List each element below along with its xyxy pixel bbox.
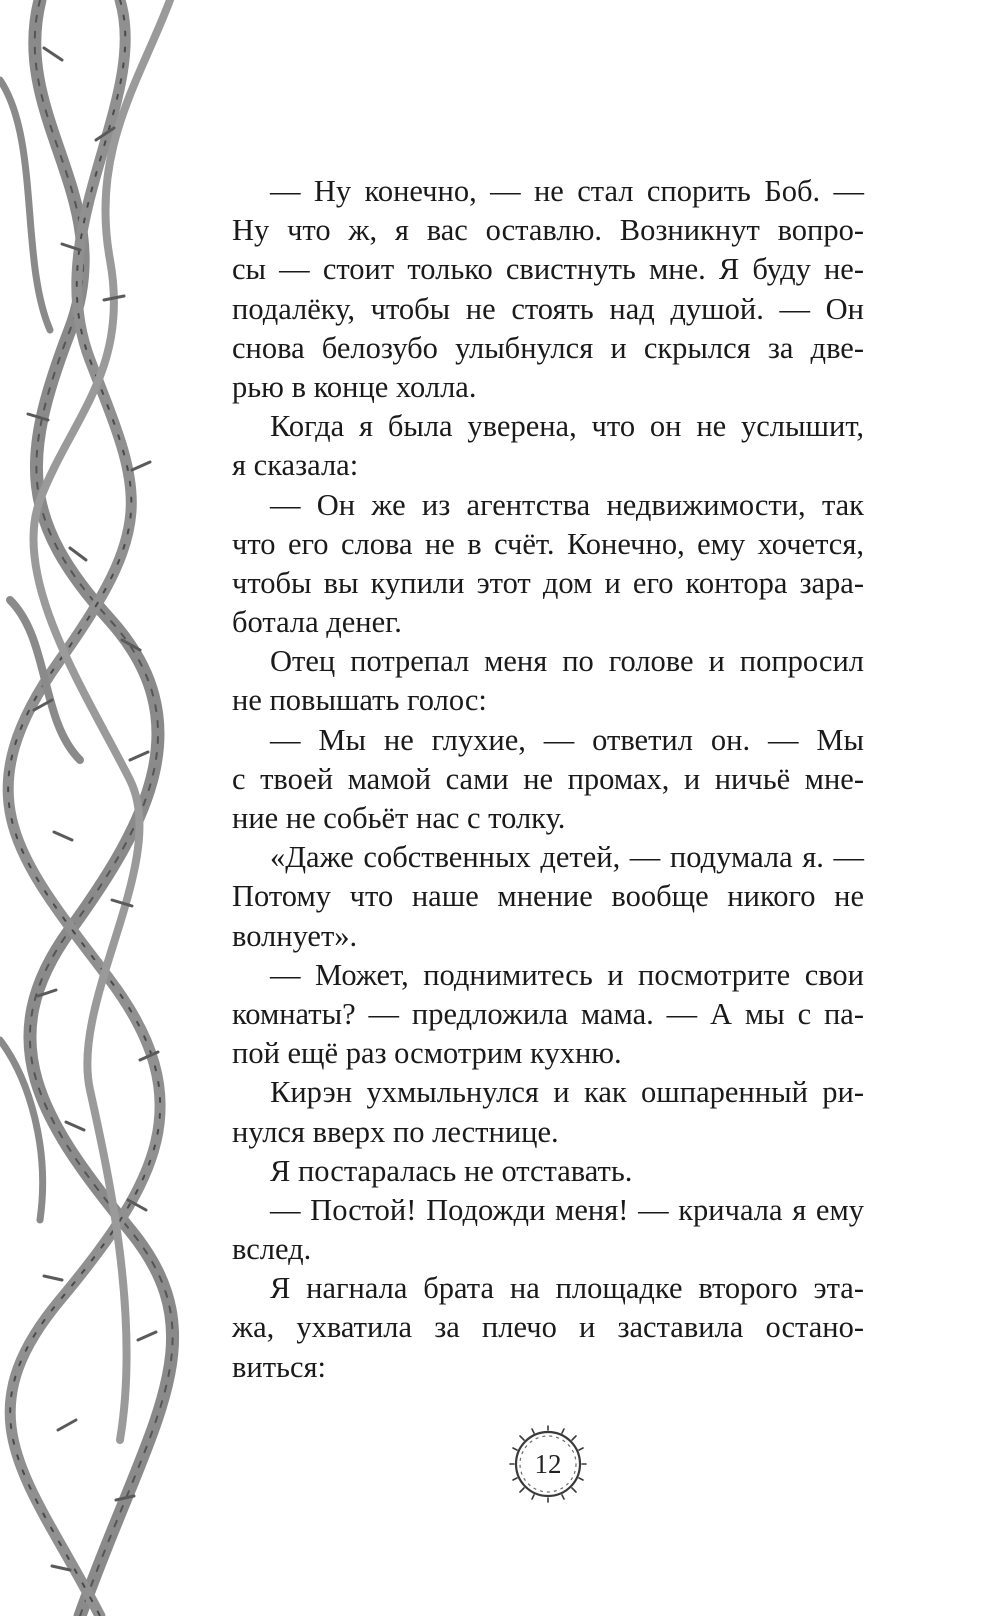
thorny-vine-decoration-icon (0, 0, 200, 1616)
text-line: чтобы вы купили этот дом и его контора зара- (232, 565, 864, 600)
text-line: подалёку, чтобы не стоять над душой. — Он (232, 291, 864, 326)
text-line: рью в конце холла. (232, 369, 477, 404)
book-page-text (232, 172, 864, 1387)
text-line: Потому что наше мнение вообще никого не (232, 879, 864, 914)
text-line: комнаты? — предложила мама. — А мы с па- (232, 996, 864, 1031)
text-line: — Может, поднимитесь и посмотрите свои (270, 957, 864, 992)
text-line: Я нагнала брата на площадке второго эта- (270, 1271, 864, 1306)
text-line: вслед. (232, 1232, 312, 1267)
text-line: ние не собьёт нас с толку. (232, 801, 566, 835)
page-number-badge (508, 1424, 588, 1504)
text-line: «Даже собственных детей, — подумала я. — (270, 840, 864, 875)
text-line: нулся вверх по лестнице. (232, 1114, 559, 1149)
text-line: жа, ухватила за плечо и заставила остано- (232, 1310, 864, 1345)
text-line: — Он же из агентства недвижимости, так (270, 487, 864, 522)
text-line: пой ещё раз осмотрим кухню. (232, 1036, 622, 1071)
text-line: Когда я была уверена, что он не услышит, (270, 409, 864, 444)
text-line: сы — стоит только свистнуть мне. Я буду не- (232, 252, 864, 287)
text-line: я сказала: (232, 448, 359, 483)
text-line: волнует». (232, 918, 358, 953)
text-line: Ну что ж, я вас оставлю. Возникнут вопро- (232, 213, 864, 248)
text-line: Кирэн ухмыльнулся и как ошпаренный ри- (270, 1075, 864, 1110)
text-line: — Ну конечно, — не стал спорить Боб. — (270, 174, 864, 208)
text-line: ботала денег. (232, 605, 402, 640)
text-line: Отец потрепал меня по голове и попросил (270, 644, 864, 679)
text-line: — Мы не глухие, — ответил он. — Мы (270, 722, 864, 757)
text-line: не повышать голос: (232, 683, 487, 718)
page-number: 12 (534, 1449, 562, 1479)
text-line: виться: (232, 1349, 327, 1384)
text-line: с твоей мамой сами не промах, и ничьё мне- (232, 761, 864, 796)
text-line: снова белозубо улыбнулся и скрылся за две- (232, 330, 864, 365)
text-line: что его слова не в счёт. Конечно, ему хочется, (232, 526, 864, 561)
text-line: Я постаралась не отставать. (270, 1153, 633, 1188)
text-line: — Постой! Подожди меня! — кричала я ему (270, 1192, 864, 1227)
